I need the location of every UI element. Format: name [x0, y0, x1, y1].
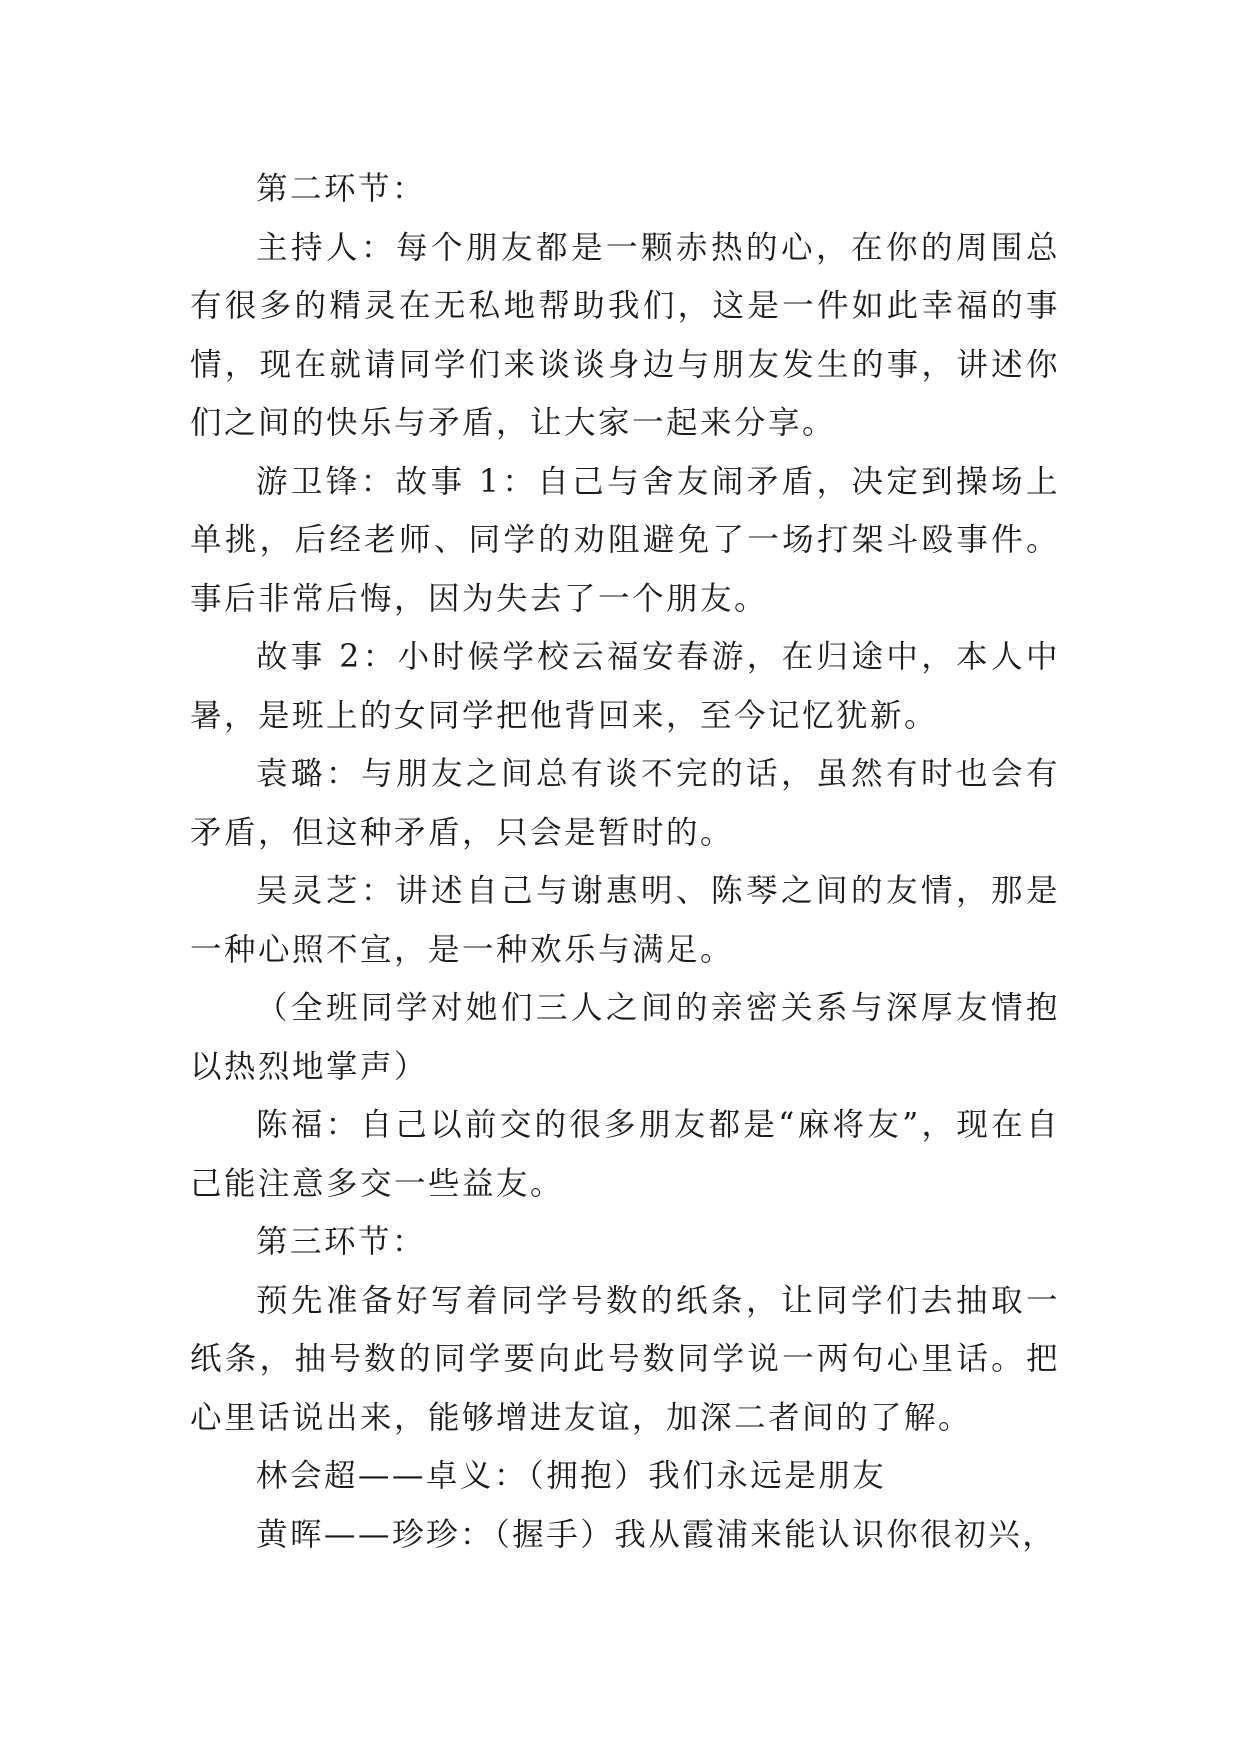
- host-paragraph: 主持人：每个朋友都是一颗赤热的心，在你的周围总有很多的精灵在无私地帮助我们，这是一件如此幸福的事情，现在就请同学们来谈谈身边与朋友发生的事，讲述你们之间的快乐与矛盾，让大家一起来分享。: [190, 229, 1060, 441]
- applause-note-paragraph: （全班同学对她们三人之间的亲密关系与深厚友情抱以热烈地掌声）: [190, 990, 1060, 1085]
- wu-lingzhi-paragraph: 吴灵芝：讲述自己与谢惠明、陈琴之间的友情，那是一种心照不宣，是一种欢乐与满足。: [190, 873, 1060, 968]
- story-1-paragraph: 游卫锋：故事 1：自己与舍友闹矛盾，决定到操场上单挑，后经老师、同学的劝阻避免了一场打架斗殴事件。事后非常后悔，因为失去了一个朋友。: [190, 463, 1060, 617]
- dialogue-line-1: 林会超——卓义：（拥抱）我们永远是朋友: [256, 1458, 887, 1494]
- section-heading-3: 第三环节：: [256, 1224, 427, 1260]
- document-body: [190, 160, 1060, 1564]
- chen-fu-paragraph: 陈福：自己以前交的很多朋友都是“麻将友”，现在自己能注意多交一些益友。: [190, 1107, 1060, 1202]
- yuan-lu-paragraph: 袁璐：与朋友之间总有谈不完的话，虽然有时也会有矛盾，但这种矛盾，只会是暂时的。: [190, 756, 1060, 851]
- dialogue-line-2: 黄晖——珍珍：（握手）我从霞浦来能认识你很初兴，: [256, 1516, 1057, 1553]
- section-heading-2: 第二环节：: [256, 171, 427, 207]
- story-2-paragraph: 故事 2：小时候学校云福安春游，在归途中，本人中暑，是班上的女同学把他背回来，至今记忆犹新。: [190, 639, 1060, 734]
- activity-paragraph: 预先准备好写着同学号数的纸条，让同学们去抽取一纸条，抽号数的同学要向此号数同学说一两句心里话。把心里话说出来，能够增进友谊，加深二者间的了解。: [190, 1282, 1060, 1436]
